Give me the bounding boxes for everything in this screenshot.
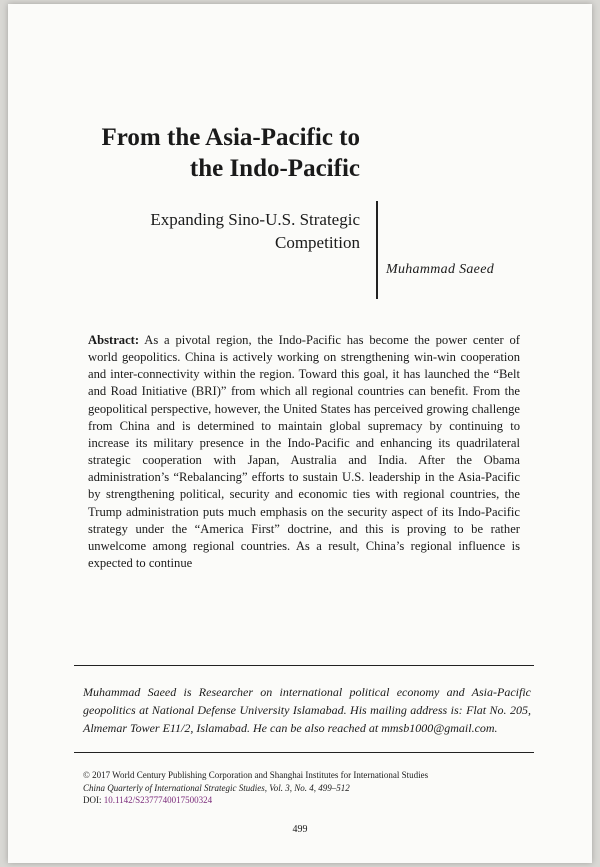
abstract <box>88 332 520 572</box>
journal-citation: China Quarterly of International Strategic Studies, Vol. 3, No. 4, 499–512 <box>83 782 350 793</box>
doi-line <box>83 794 531 807</box>
subtitle-line-2: Competition <box>275 233 360 252</box>
doi-label: DOI: <box>83 795 102 805</box>
author-name: Muhammad Saeed <box>386 262 495 277</box>
abstract-label: Abstract: <box>88 333 140 347</box>
footnote-divider <box>74 665 534 666</box>
paper-page <box>8 4 592 863</box>
title-line-1: From the Asia-Pacific to <box>101 124 360 151</box>
title-divider <box>376 201 378 299</box>
subtitle-line-1: Expanding Sino-U.S. Strategic <box>150 210 360 229</box>
article-title <box>40 122 360 184</box>
abstract-text: As a pivotal region, the Indo-Pacific has become the power center of world geopolitics. China is actively working on strengthening win-win cooperation and inter-connectivity within the region. Toward this goal, it has launched the “Belt and Road Initiative (BRI)” from which all regional countries can benefit. From the geopolitical perspective, however, the United States has perceived growing challenge from China and is determined to maintain global supremacy by continuing to increase its military presence in the Indo-Pacific and enhancing its quadrilateral strategic cooperation with Japan, Australia and India. After the Obama administration’s “Rebalancing” efforts to sustain U.S. leadership in the Asia-Pacific by strengthening political, security and economic ties with regional countries, the Trump administration puts much emphasis on the security aspect of its Indo-Pacific strategy under the “America First” doctrine, and this is proving to be rather unwelcome among regional countries. As a result, China’s regional influence is expected to continue <box>88 333 520 571</box>
publication-divider <box>74 752 534 753</box>
doi-link[interactable]: 10.1142/S2377740017500324 <box>103 795 213 805</box>
publication-info <box>83 769 531 807</box>
title-line-2: the Indo-Pacific <box>189 155 360 182</box>
page-number: 499 <box>292 824 308 835</box>
copyright-line: © 2017 World Century Publishing Corporation and Shanghai Institutes for International Studies <box>83 770 429 780</box>
author-bio: Muhammad Saeed is Researcher on international political economy and Asia-Pacific geopolitics at National Defense University Islamabad. His mailing address is: Flat No. 205, Almemar Tower E11/2, Islamabad. He can be also reached at mmsb1000@gmail.com. <box>83 685 531 735</box>
article-subtitle <box>40 208 360 254</box>
